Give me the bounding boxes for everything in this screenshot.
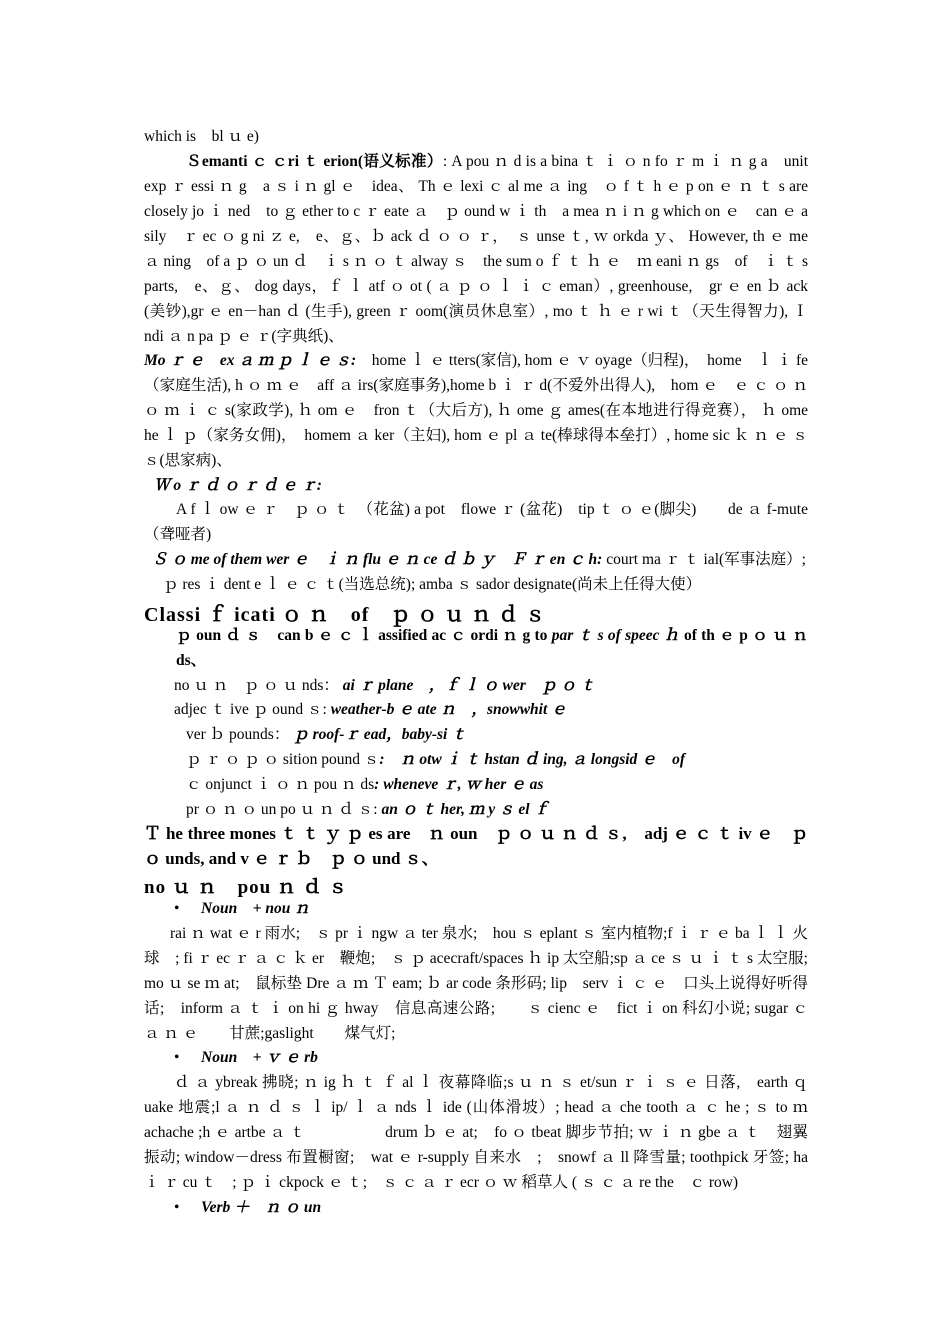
paragraph-text: of th ｅ p ｏ ｕ ｎ ds、 bbox=[176, 627, 808, 669]
item-label: ver ｂ pounds： bbox=[186, 726, 290, 743]
noun-verb-paragraph: ｄ ａ ybreak 拂晓; ｎ ig ｈ ｔ ｆ al ｌ 夜幕降临;s ｕ ｎ ｓ et/sun ｒ ｉ ｓ ｅ 日落, earth ｑ uake 地震;l ａ ｎ ｄ ｓ ｌ ip/ ｌ ａ nds ｌ ide (山体滑坡）; head ａ che tooth ａ ｃ he ; ｓ to ｍ achache ;h ｅ artbe ａ ｔ drum ｂ ｅ at; fo ｏ tbeat 脚步节拍; ｗ ｉ ｎ gbe ａ ｔ 翅翼振动; window－dress 布置橱窗; wat ｅ r-supply 自来水 ; snowf ａ ll 降雪量; toothpick 牙签; ha ｉ ｒ cu ｔ ; ｐ ｉ ckpock ｅ ｔ; ｓ ｃ ａ ｒ ecr ｏ ｗ 稻草人 ( ｓ ｃ ａ re the ｃ row) bbox=[144, 1074, 808, 1191]
noun-noun-paragraph: rai ｎ wat ｅ r 雨水; ｓ pr ｉ ngw ａ ter 泉水; hou ｓ eplant ｓ 室内植物;f ｉ ｒ ｅ ba ｌ ｌ 火球 ; fi ｒ ec ｒ ａ ｃ ｋ er 鞭炮; ｓ ｐ acecraft/spaces ｈ ip 太空船;sp ａ ce ｓ ｕ ｉ ｔ s 太空服; mo ｕ se ｍ at; 鼠标垫 Dre ａ ｍ Ｔ eam; ｂ ar code 条形码; lip serv ｉ ｃ ｅ 口头上说得好听得话; inform ａ ｔ ｉ on hi ｇ hway 信息高速公路; ｓ cienc ｅ fict ｉ on 科幻小说; sugar ｃ ａ ｎ ｅ 甘蔗;gaslight 煤气灯; bbox=[144, 925, 808, 1042]
item-label: no ｕ ｎ ｐ ｏ ｕ nds： bbox=[174, 677, 339, 694]
term-heading: Mo ｒ ｅ ex ａ ｍ ｐ ｌ ｅ ｓ: bbox=[144, 352, 357, 369]
paragraph-text: : A pou ｎ d is a bina ｔ ｉ ｏ n fo ｒ m ｉ ｎ g a unit exp ｒ essi ｎ g a ｓ i ｎ gl ｅ idea、 Th ｅ lexi ｃ al me ａ ing ｏ f ｔ h ｅ p on ｅ ｎ ｔ s are closely jo ｉ ned to ｇ ether to c ｒ eate ａ ｐ ound w ｉ th a mea ｎ i ｎ g which on ｅ can ｅ a sily ｒ ec ｏ g ni ｚ e, e、ｇ、ｂ ack ｄ ｏ ｏ ｒ， ｓ unse ｔ, ｗ orkda ｙ、 However, th ｅ me ａ ning of a ｐ ｏ un ｄ ｉ s ｎ ｏ ｔ alway ｓ the sum o ｆ ｔ ｈ ｅ ｍ eani ｎ gs of ｉ ｔ s parts, e、ｇ、 dog days，ｆ ｌ atf ｏ ot ( ａ ｐ ｏ ｌ ｉ ｃ eman）, greenhouse, gr ｅ en ｂ ack (美钞),gr ｅ en－han ｄ (生手), green ｒ oom(演员休息室）, mo ｔ ｈ ｅ r wi ｔ（天生得智力), Ｉ ndi ａ n pa ｐ ｅ ｒ(字典纸)、 bbox=[144, 153, 809, 345]
word-order-paragraph: A f ｌ ow ｅ ｒ ｐ ｏ ｔ （花盆) a pot flowe ｒ (盆花) tip ｔ ｏ ｅ(脚尖) de ａ f-mute（聋哑者) bbox=[144, 501, 808, 543]
item-examples: weather-b ｅ ate ｎ ，snowwhit ｅ bbox=[330, 701, 567, 718]
term-heading: Ｓemanti ｃ ｃri ｔ erion(语义标准） bbox=[186, 153, 443, 170]
section-heading: no ｕ ｎ pou ｎ ｄ ｓ bbox=[144, 877, 349, 898]
bullet-icon: • bbox=[174, 1049, 180, 1066]
item-label: ｐ ｒ ｏ ｐ ｏ sition pound ｓ bbox=[186, 751, 380, 768]
item-examples: ｐ roof-ｒ ead，baby-si ｔ bbox=[293, 726, 467, 743]
section-heading: Classi ｆ icati ｏ ｎ of ｐ ｏ ｕ ｎ ｄ ｓ bbox=[144, 604, 547, 626]
text-line: which is bl ｕ e) bbox=[144, 128, 259, 145]
list-item bbox=[186, 772, 543, 797]
list-item bbox=[174, 1195, 321, 1220]
bullet-label: Noun + nou ｎ bbox=[201, 900, 310, 917]
three-types-paragraph: Ｔ he three mones ｔ ｔ ｙ ｐ es are ｎ oun ｐ ｏ ｕ ｎ ｄ ｓ, adj ｅ ｃ ｔ iv ｅ ｐ ｏ unds, and v ｅ ｒ ｂ ｐ ｏ und ｓ、 bbox=[144, 824, 808, 868]
item-examples: an ｏ ｔ her, ｍ y ｓ el ｆ bbox=[377, 801, 549, 818]
bullet-label: Verb ＋ ｎ ｏ un bbox=[201, 1199, 322, 1216]
word-order-heading: Ｗ o ｒ ｄ ｏ ｒ ｄ ｅ ｒ: bbox=[154, 477, 322, 494]
item-label: adjec ｔ ive ｐ ound ｓ: bbox=[174, 701, 327, 718]
bullet-label: Noun + ｖ ｅ rb bbox=[201, 1049, 318, 1066]
bullet-icon: • bbox=[174, 1199, 180, 1216]
bullet-icon: • bbox=[174, 900, 180, 917]
list-item bbox=[186, 722, 467, 747]
item-examples: ai ｒ plane ，ｆ ｌ ｏ wer ｐ ｏ ｔ bbox=[342, 677, 596, 694]
emphasis-text: par ｔ s of speec ｈ bbox=[551, 627, 680, 644]
paragraph-text: ｐ oun ｄ ｓ can b ｅ ｃ ｌ assified ac ｃ ordi ｎ g to bbox=[176, 627, 552, 644]
classification-paragraph bbox=[176, 623, 808, 673]
list-item bbox=[174, 1045, 318, 1070]
item-label: ｃ onjunct ｉ ｏ ｎ pou ｎ ds bbox=[186, 776, 375, 793]
more-examples-paragraph bbox=[144, 348, 808, 473]
term-heading: Ｓ ｏ me of them wer ｅ ｉ ｎ flu ｅ ｎ ce ｄ ｂ ｙ Ｆ ｒ en ｃ h: bbox=[152, 551, 603, 568]
item-label: pr ｏ ｎ ｏ un po ｕ ｎ ｄ ｓ: bbox=[186, 801, 378, 818]
list-item bbox=[186, 747, 685, 772]
french-influence-line bbox=[152, 547, 806, 572]
semantic-criterion-paragraph bbox=[144, 149, 808, 349]
list-item bbox=[174, 697, 567, 722]
item-examples: : wheneve ｒ, ｗ her ｅ as bbox=[374, 776, 544, 793]
line-text: court ma ｒ ｔ ial(军事法庭）; bbox=[602, 551, 806, 568]
item-examples: : ｎ otw ｉ ｔ hstan ｄ ing, ａ longsid ｅ of bbox=[379, 751, 686, 768]
paragraph-text: home ｌ ｅ tters(家信), hom ｅ ｖ oyage（归程)， home ｌ ｉ fe（家庭生活), h ｏ ｍ ｅ aff ａ irs(家庭事务),home b ｉ ｒ d(不爱外出得人), hom ｅ ｅ ｃ ｏ ｎ ｏ ｍ ｉ ｃ s(家政学), ｈ om ｅ fron ｔ（大后方), ｈ ome ｇ ames(在本地进行得竞赛）， ｈ ome he ｌ ｐ（家务女佣)， homem ａ ker（主妇), hom ｅ pl ａ te(棒球得本垒打）, home sic ｋ ｎ ｅ ｓ ｓ(思家病)、 bbox=[144, 352, 808, 469]
list-item bbox=[174, 896, 310, 921]
list-item bbox=[186, 797, 549, 822]
text-line: ｐ res ｉ dent e ｌ ｅ ｃ ｔ(当选总统); amba ｓ sador designate(尚未上任得大使） bbox=[163, 576, 702, 593]
list-item bbox=[174, 673, 596, 698]
